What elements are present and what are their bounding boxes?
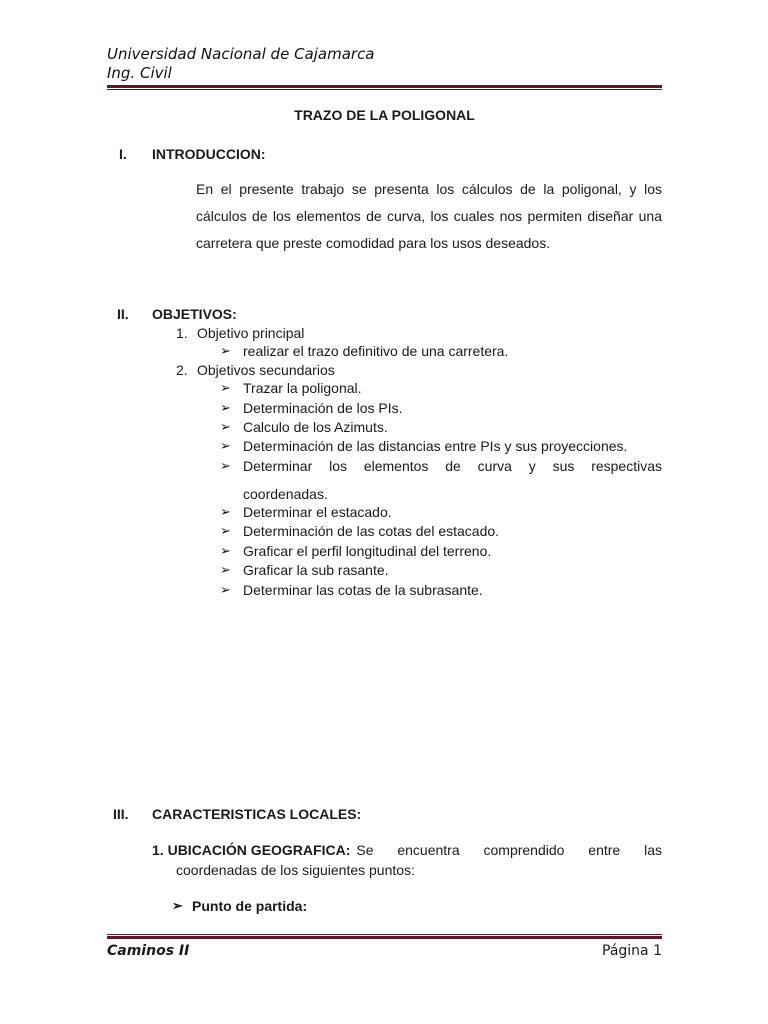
section-1-number: I. <box>119 146 127 162</box>
section-1-title: INTRODUCCION: <box>152 146 266 162</box>
objective-1-bullet-1: realizar el trazo definitivo de una carretera. <box>243 343 509 359</box>
objective-1-number: 1. <box>176 325 188 341</box>
footer-course: Caminos II <box>107 943 190 959</box>
section-1-paragraph: En el presente trabajo se presenta los cálculos de la poligonal, y los cálculos de los elementos de curva, los cuales nos permiten diseñar una carretera que preste comodidad para los usos deseados. <box>196 181 662 251</box>
location-heading <box>152 841 350 859</box>
arrowhead-right-icon: ➢ <box>220 419 231 434</box>
objective-2-bullet-5-continued: coordenadas. <box>243 486 328 502</box>
objective-2-bullet-8: Graficar el perfil longitudinal del terreno. <box>243 543 492 559</box>
section-3-title: CARACTERISTICAS LOCALES: <box>152 806 362 822</box>
arrowhead-right-icon: ➢ <box>220 400 231 415</box>
footer-rule <box>107 934 662 939</box>
arrowhead-right-icon: ➢ <box>220 504 231 519</box>
arrowhead-right-icon: ➢ <box>220 458 231 473</box>
objective-2-bullet-1: Trazar la poligonal. <box>243 380 362 396</box>
document-title: TRAZO DE LA POLIGONAL <box>294 107 475 123</box>
arrowhead-right-icon: ➢ <box>220 438 231 453</box>
objective-2-bullet-5: Determinar los elementos de curva y sus respectivas <box>243 458 662 474</box>
location-number: 1. <box>152 842 164 858</box>
location-title: UBICACIÓN GEOGRAFICA: <box>167 842 351 858</box>
objective-2-bullet-7: Determinación de las cotas del estacado. <box>243 523 500 539</box>
objective-1-label: Objetivo principal <box>197 325 305 341</box>
section-2-number: II. <box>117 306 129 322</box>
objective-2-bullet-4: Determinación de las distancias entre PIs y sus proyecciones. <box>243 438 628 454</box>
location-text-line-2: coordenadas de los siguientes puntos: <box>176 862 415 878</box>
section-2-title: OBJETIVOS: <box>152 306 237 322</box>
arrowhead-right-icon: ➢ <box>220 523 231 538</box>
header-department: Ing. Civil <box>107 64 172 82</box>
location-line-1 <box>152 841 662 859</box>
header-university: Universidad Nacional de Cajamarca <box>107 45 375 63</box>
starting-point-label: Punto de partida: <box>192 898 308 914</box>
arrowhead-right-icon: ➢ <box>172 898 183 913</box>
objective-2-label: Objetivos secundarios <box>197 362 335 378</box>
header-rule <box>107 85 662 90</box>
objective-2-bullet-9: Graficar la sub rasante. <box>243 562 389 578</box>
objective-2-bullet-6: Determinar el estacado. <box>243 504 392 520</box>
arrowhead-right-icon: ➢ <box>220 582 231 597</box>
objective-2-bullet-2: Determinación de los PIs. <box>243 400 403 416</box>
objective-2-bullet-10: Determinar las cotas de la subrasante. <box>243 582 483 598</box>
arrowhead-right-icon: ➢ <box>220 543 231 558</box>
section-3-number: III. <box>113 806 129 822</box>
footer-page-number: Página 1 <box>602 943 662 959</box>
arrowhead-right-icon: ➢ <box>220 343 231 358</box>
objective-2-bullet-3: Calculo de los Azimuts. <box>243 419 388 435</box>
location-text-line-1: Se encuentra comprendido entre las <box>356 842 662 858</box>
objective-2-number: 2. <box>176 362 188 378</box>
arrowhead-right-icon: ➢ <box>220 562 231 577</box>
arrowhead-right-icon: ➢ <box>220 380 231 395</box>
